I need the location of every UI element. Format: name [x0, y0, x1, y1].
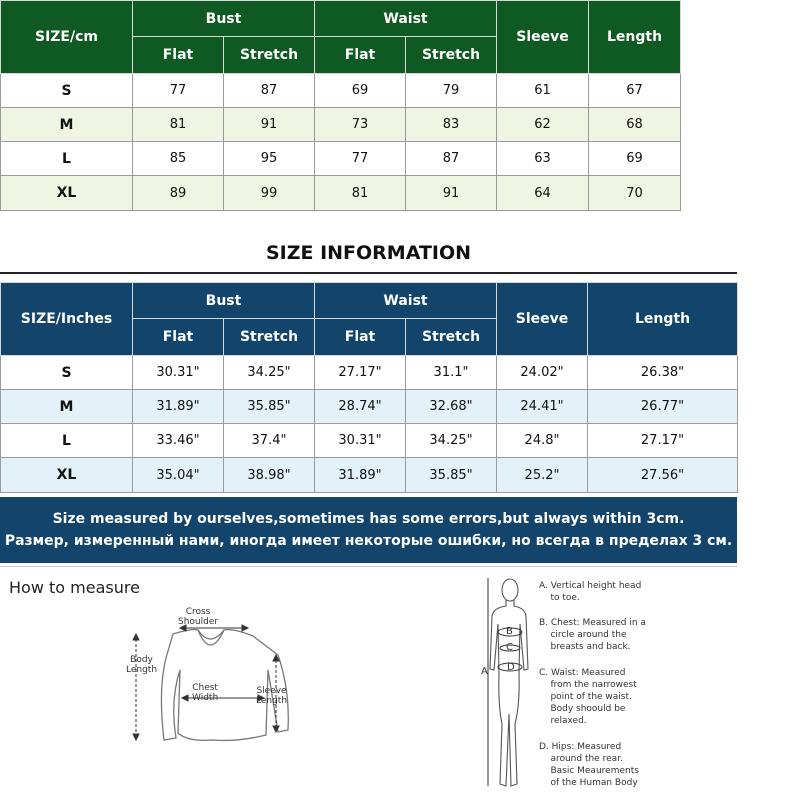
bust-flat-header: Flat [133, 319, 224, 356]
table-row [1, 176, 681, 211]
bust-flat-cell: 30.31" [133, 356, 224, 390]
waist-stretch-cell: 79 [406, 74, 497, 108]
marker-b: B [506, 626, 513, 637]
length-cell: 70 [589, 176, 681, 211]
size-cell: L [1, 424, 133, 458]
sleeve-cell: 25.2" [497, 458, 588, 493]
table-row [1, 142, 681, 176]
bust-flat-cell: 35.04" [133, 458, 224, 493]
marker-a: A [481, 666, 488, 677]
waist-flat-cell: 81 [315, 176, 406, 211]
size-cell: M [1, 108, 133, 142]
waist-stretch-cell: 34.25" [406, 424, 497, 458]
length-cell: 27.56" [588, 458, 738, 493]
note-russian: Размер, измеренный нами, иногда имеет некоторые ошибки, но всегда в пределах 3 см. [4, 533, 733, 549]
how-to-measure-title: How to measure [9, 578, 140, 597]
size-table-inches [0, 282, 738, 493]
bust-header: Bust [133, 283, 315, 319]
bust-header: Bust [133, 1, 315, 37]
size-header-cm: SIZE/cm [1, 1, 133, 74]
waist-flat-cell: 28.74" [315, 390, 406, 424]
table-row [1, 74, 681, 108]
waist-stretch-cell: 83 [406, 108, 497, 142]
sleeve-length-label: Sleeve Length [256, 686, 288, 706]
table-row [1, 356, 738, 390]
bust-stretch-header: Stretch [224, 37, 315, 74]
bust-flat-cell: 85 [133, 142, 224, 176]
bust-stretch-cell: 38.98" [224, 458, 315, 493]
size-table-cm [0, 0, 681, 211]
marker-d: D [507, 662, 515, 673]
waist-header: Waist [315, 283, 497, 319]
length-cell: 26.77" [588, 390, 738, 424]
length-header: Length [589, 1, 681, 74]
table-row [1, 424, 738, 458]
table-row [1, 390, 738, 424]
sleeve-header: Sleeve [497, 283, 588, 356]
waist-stretch-header: Stretch [406, 37, 497, 74]
sleeve-cell: 24.02" [497, 356, 588, 390]
bust-stretch-cell: 37.4" [224, 424, 315, 458]
waist-stretch-cell: 35.85" [406, 458, 497, 493]
waist-flat-cell: 77 [315, 142, 406, 176]
length-cell: 69 [589, 142, 681, 176]
bust-stretch-cell: 34.25" [224, 356, 315, 390]
bust-stretch-cell: 99 [224, 176, 315, 211]
heading-divider [0, 272, 737, 274]
waist-flat-header: Flat [315, 37, 406, 74]
note-english: Size measured by ourselves,sometimes has some errors,but always within 3cm. [52, 511, 685, 527]
bust-stretch-header: Stretch [224, 319, 315, 356]
waist-flat-cell: 27.17" [315, 356, 406, 390]
waist-flat-cell: 31.89" [315, 458, 406, 493]
bust-flat-header: Flat [133, 37, 224, 74]
waist-header: Waist [315, 1, 497, 37]
sleeve-cell: 24.8" [497, 424, 588, 458]
bust-stretch-cell: 87 [224, 74, 315, 108]
bust-flat-cell: 33.46" [133, 424, 224, 458]
bust-flat-cell: 31.89" [133, 390, 224, 424]
measurement-note-banner [0, 497, 737, 563]
length-cell: 68 [589, 108, 681, 142]
size-cell: XL [1, 458, 133, 493]
waist-stretch-cell: 91 [406, 176, 497, 211]
size-information-heading: SIZE INFORMATION [265, 242, 472, 264]
size-cell: XL [1, 176, 133, 211]
length-header: Length [588, 283, 738, 356]
length-cell: 26.38" [588, 356, 738, 390]
size-cell: L [1, 142, 133, 176]
sleeve-cell: 61 [497, 74, 589, 108]
marker-c: C [506, 642, 513, 653]
bust-stretch-cell: 35.85" [224, 390, 315, 424]
sleeve-cell: 63 [497, 142, 589, 176]
size-cell: M [1, 390, 133, 424]
measure-desc-c: C. Waist: Measured from the narrowest point of the waist. Body shoould be relaxed. [539, 668, 637, 726]
sleeve-cell: 24.41" [497, 390, 588, 424]
waist-stretch-cell: 32.68" [406, 390, 497, 424]
bust-flat-cell: 81 [133, 108, 224, 142]
sleeve-header: Sleeve [497, 1, 589, 74]
chest-width-label: Chest Width [192, 683, 219, 703]
bust-flat-cell: 77 [133, 74, 224, 108]
measure-desc-a: A. Vertical height head to toe. [539, 581, 642, 603]
waist-stretch-cell: 87 [406, 142, 497, 176]
waist-stretch-header: Stretch [406, 319, 497, 356]
measure-desc-b: B. Chest: Measured in a circle around the breasts and back. [539, 618, 646, 652]
bust-flat-cell: 89 [133, 176, 224, 211]
length-cell: 67 [589, 74, 681, 108]
size-cell: S [1, 74, 133, 108]
waist-flat-header: Flat [315, 319, 406, 356]
measure-desc-d: D. Hips: Measured around the rear. Basic Meaurements of the Human Body [539, 742, 639, 788]
table-row [1, 108, 681, 142]
size-header-inches: SIZE/Inches [1, 283, 133, 356]
bust-stretch-cell: 91 [224, 108, 315, 142]
size-cell: S [1, 356, 133, 390]
table-row [1, 458, 738, 493]
length-cell: 27.17" [588, 424, 738, 458]
cross-shoulder-label: Cross Shoulder [178, 607, 219, 627]
waist-flat-cell: 69 [315, 74, 406, 108]
sleeve-cell: 62 [497, 108, 589, 142]
sleeve-cell: 64 [497, 176, 589, 211]
bust-stretch-cell: 95 [224, 142, 315, 176]
waist-stretch-cell: 31.1" [406, 356, 497, 390]
body-length-label: Body Length [126, 655, 158, 675]
waist-flat-cell: 73 [315, 108, 406, 142]
waist-flat-cell: 30.31" [315, 424, 406, 458]
human-body-diagram [478, 574, 538, 796]
